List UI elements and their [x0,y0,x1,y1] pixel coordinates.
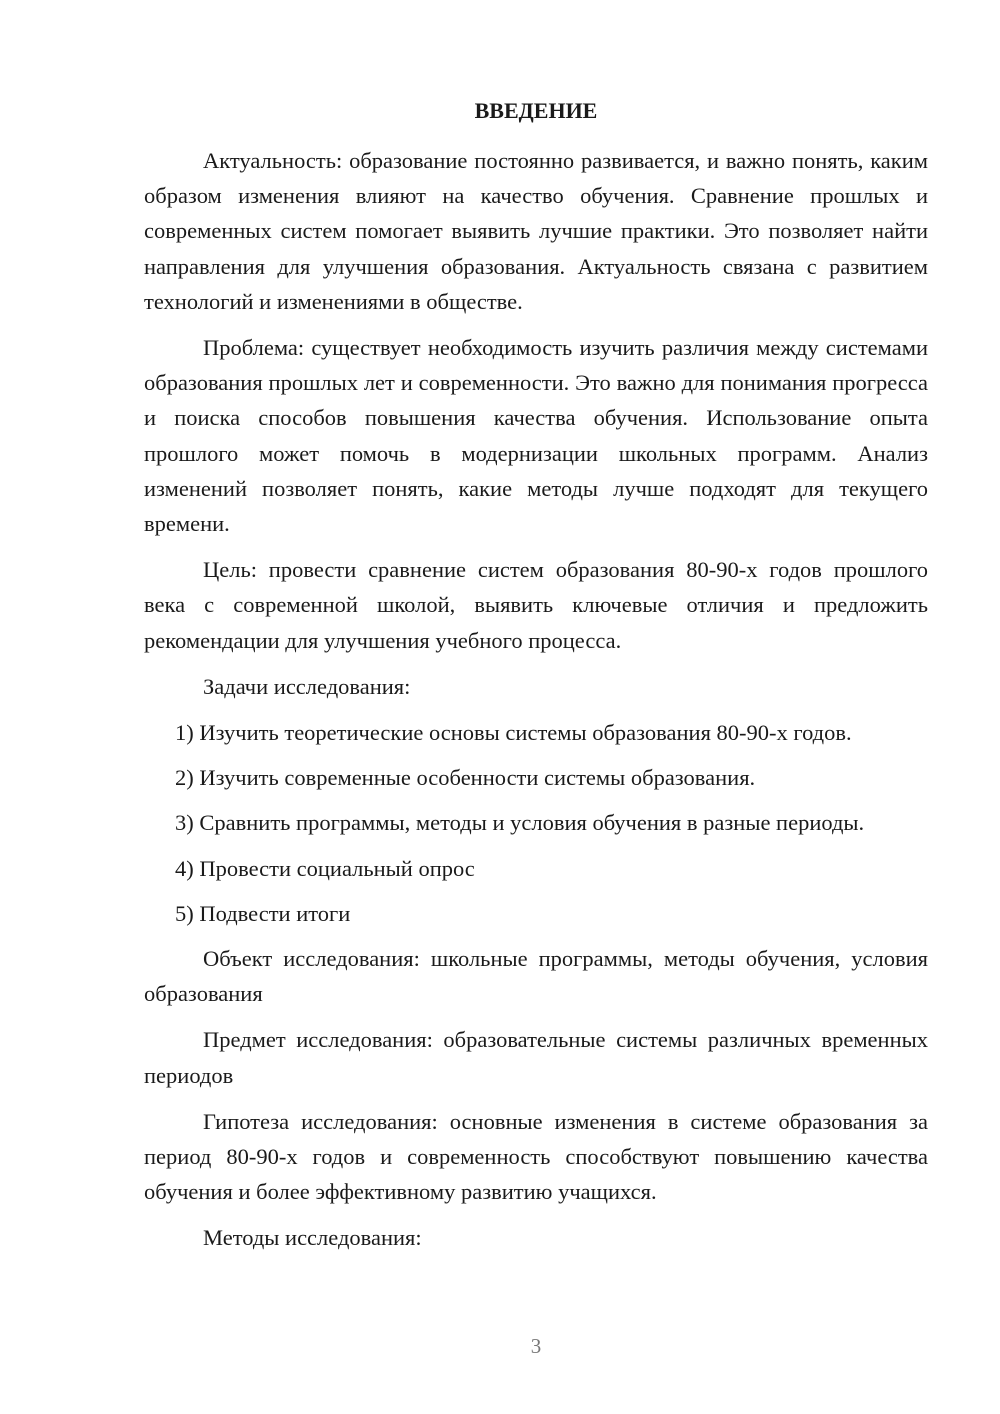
document-body [144,143,928,1267]
tasks-title: Задачи исследования: [203,673,411,699]
task-item-4: 4) Провести социальный опрос [175,855,475,881]
task-item-1: 1) Изучить теоретические основы системы образования 80-90-х годов. [175,720,852,746]
problem-paragraph: Проблема: существует необходимость изучить различия между системами образования прошлых лет и современности. Это важно для понимания прогресса и поиска способов повышения качества обучения. Использование опыта прошлого может помочь в модернизации школьных программ. Анализ изменений позволяет понять, какие методы лучше подходят для текущего времени. [144,335,928,537]
subject-paragraph: Предмет исследования: образовательные системы различных временных периодов [144,1027,928,1088]
methods-title: Методы исследования: [203,1225,422,1251]
relevance-paragraph: Актуальность: образование постоянно развивается, и важно понять, каким образом изменения влияют на качество обучения. Сравнение прошлых и современных систем помогает выявить лучшие практики. Это позволяет найти направления для улучшения образования. Актуальность связана с развитием технологий и изменениями в обществе. [144,148,928,314]
hypothesis-paragraph: Гипотеза исследования: основные изменения в системе образования за период 80-90-х годов и современность способствуют повышению качества обучения и более эффективному развитию учащихся. [144,1108,928,1205]
task-item-2: 2) Изучить современные особенности системы образования. [175,765,756,791]
section-heading: ВВЕДЕНИЕ [474,98,598,123]
task-item-5: 5) Подвести итоги [175,900,351,926]
task-item-3: 3) Сравнить программы, методы и условия обучения в разные периоды. [175,810,865,836]
goal-paragraph: Цель: провести сравнение систем образования 80-90-х годов прошлого века с современной школой, выявить ключевые отличия и предложить рекомендации для улучшения учебного процесса. [144,557,928,653]
object-paragraph: Объект исследования: школьные программы, методы обучения, условия образования [144,946,928,1007]
page-number: 3 [530,1334,542,1358]
tasks-list [144,715,928,931]
